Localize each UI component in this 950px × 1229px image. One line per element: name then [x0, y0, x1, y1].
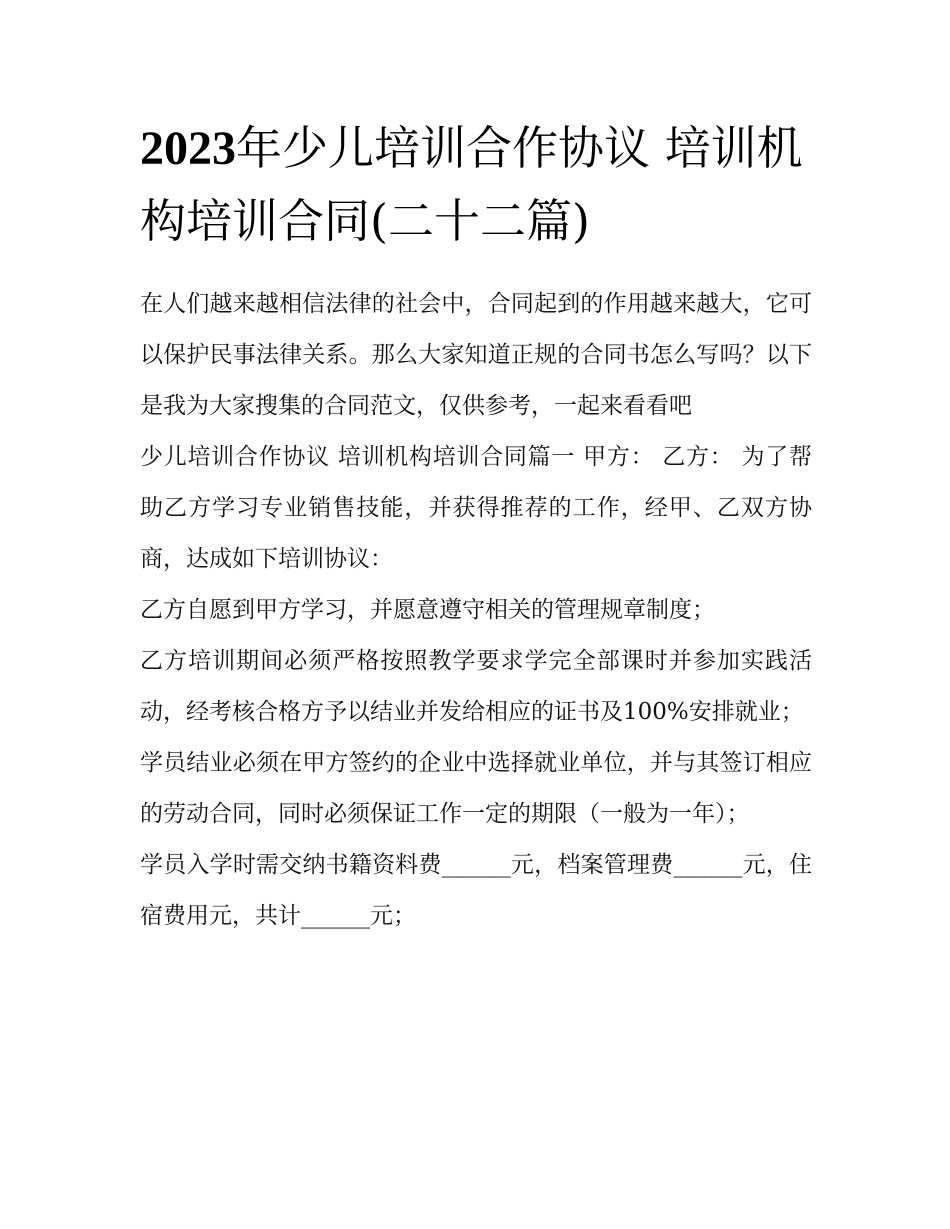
- paragraph-clause-3: 学员结业必须在甲方签约的企业中选择就业单位，并与其签订相应的劳动合同，同时必须保证工作一定的期限（一般为一年）；: [140, 750, 812, 827]
- paragraph-intro: 在人们越来越相信法律的社会中，合同起到的作用越来越大，它可以保护民事法律关系。那么大家知道正规的合同书怎么写吗？以下是我为大家搜集的合同范文，仅供参考，一起来看看吧: [140, 291, 812, 419]
- paragraph-clause-2: 乙方培训期间必须严格按照教学要求学完全部课时并参加实践活动，经考核合格方予以结业并发给相应的证书及100%安排就业；: [140, 648, 812, 725]
- paragraph-clause-4: 学员入学时需交纳书籍资料费______元，档案管理费______元，住宿费用元，共计______元；: [140, 852, 812, 929]
- document-body: [140, 279, 812, 942]
- paragraph-clause-1: 乙方自愿到甲方学习，并愿意遵守相关的管理规章制度；: [140, 597, 715, 623]
- title-year: 2023: [140, 122, 236, 175]
- document-title: [140, 112, 812, 257]
- title-text: 年少儿培训合作协议 培训机构培训合同(二十二篇): [140, 121, 803, 248]
- document-content: [140, 112, 812, 942]
- paragraph-part-one: 少儿培训合作协议 培训机构培训合同篇一 甲方： 乙方： 为了帮助乙方学习专业销售技能，并获得推荐的工作，经甲、乙双方协商，达成如下培训协议：: [140, 444, 812, 572]
